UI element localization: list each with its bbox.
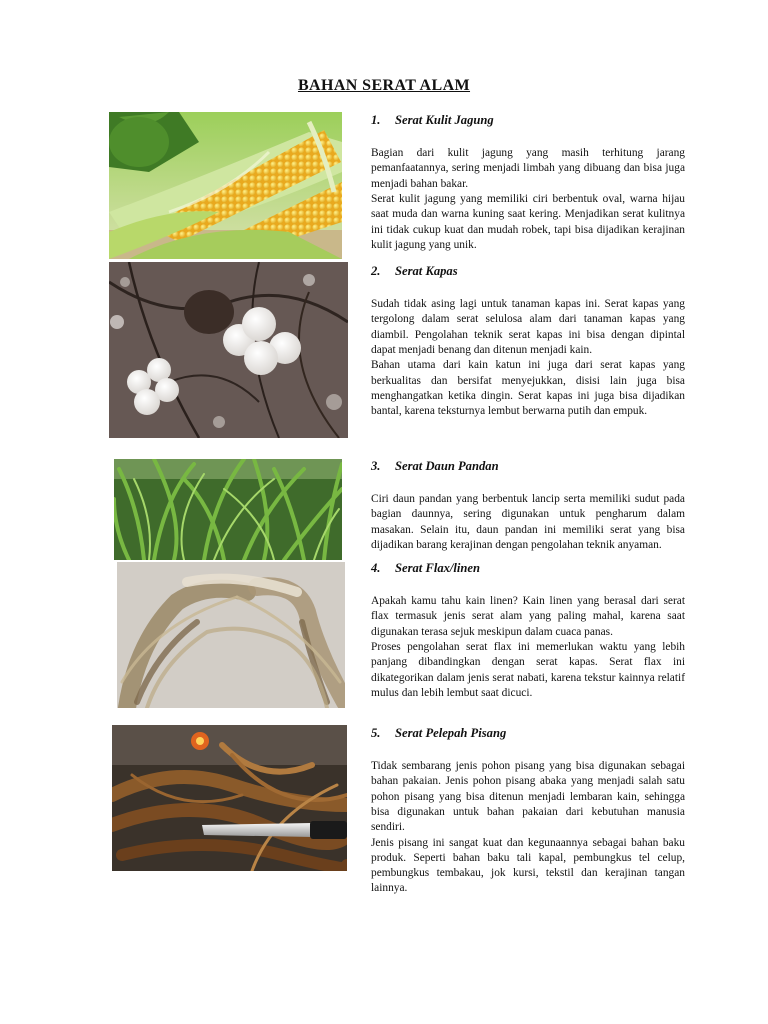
corn-husk-photo xyxy=(109,112,342,259)
section-heading xyxy=(371,561,685,576)
section-paragraph: Apakah kamu tahu kain linen? Kain linen yang berasal dari serat flax termasuk jenis serat alam yang paling mahal, karena saat digunakan terasa sejuk meskipun dalam cuaca panas. xyxy=(371,595,685,638)
banana-stem-fiber-photo xyxy=(112,725,347,871)
flax-fiber-photo xyxy=(117,562,345,708)
section-paragraph: Jenis pisang ini sangat kuat dan kegunaannya sebagai bahan baku produk. Seperti bahan baku tali kapal, pembungkus tel celup, pembungkus tembakau, jok kursi, tekstil dan kerajinan tangan lainnya. xyxy=(371,836,685,895)
section-title: Serat Daun Pandan xyxy=(395,459,499,473)
section-paragraph: Bagian dari kulit jagung yang masih terhitung jarang pemanfaatannya, sering menjadi limbah yang dibuang dan bisa juga menjadi bahan bakar. xyxy=(371,147,685,190)
section-number: 1. xyxy=(371,113,381,127)
section-serat-daun-pandan xyxy=(371,459,685,553)
section-title: Serat Kulit Jagung xyxy=(395,113,494,127)
section-paragraph: Proses pengolahan serat flax ini memerlukan waktu yang lebih panjang dibandingkan dengan serat kapas. Serat flax ini dikategorikan dalam jenis serat nabati, karena tekstur kainnya relatif mulus dan lebih lembut saat dicuci. xyxy=(371,641,685,699)
page-title xyxy=(0,77,768,95)
section-number: 4. xyxy=(371,561,381,575)
section-heading xyxy=(371,113,685,128)
section-title: Serat Kapas xyxy=(395,264,458,278)
section-serat-kapas xyxy=(371,264,685,419)
section-number: 2. xyxy=(371,264,381,278)
section-serat-kulit-jagung xyxy=(371,113,685,253)
cotton-plant-photo xyxy=(109,262,348,438)
page-title-text: BAHAN SERAT ALAM xyxy=(297,77,471,94)
pandan-leaves-photo xyxy=(114,459,342,560)
section-title: Serat Pelepah Pisang xyxy=(395,726,507,740)
section-paragraph: Tidak sembarang jenis pohon pisang yang bisa digunakan sebagai bahan pakaian. Jenis pohon pisang abaka yang menjadi salah satu pohon pisang yang bisa ditenun menjadi lembaran kain, sehingga bisa digunakan untuk bahan pakaian dari kebutuhan manusia sendiri. xyxy=(371,760,685,834)
section-paragraph: Sudah tidak asing lagi untuk tanaman kapas ini. Serat kapas yang tergolong dalam serat selulosa alam dari tanaman kapas yang diambil. Pengolahan teknik serat kapas ini bisa dengan dipintal dapat menjadi benang dan ditenun menjadi kain. xyxy=(371,298,685,356)
section-paragraph: Bahan utama dari kain katun ini juga dari serat kapas yang berkualitas dan bersifat menyejukkan, disisi lain juga bisa menghangatkan ketika dingin. Serat kapas ini juga bisa dijadikan bantal, karena teksturnya lembut berwarna putih dan empuk. xyxy=(371,359,685,418)
section-serat-pelepah-pisang xyxy=(371,726,685,897)
section-number: 5. xyxy=(371,726,381,740)
section-heading xyxy=(371,459,685,474)
section-paragraph: Ciri daun pandan yang berbentuk lancip serta memiliki sudut pada bagian daunnya, sering digunakan untuk pengharum dalam masakan. Selain itu, daun pandan ini memiliki serat yang bisa dijadikan barang kerajinan dengan pengolahan teknik anyaman. xyxy=(371,493,685,551)
section-heading xyxy=(371,264,685,279)
section-paragraph: Serat kulit jagung yang memiliki ciri berbentuk oval, warna hijau saat muda dan warna kuning saat kering. Menjadikan serat kulitnya ini tidak cukup kuat dan mudah robek, tapi bisa dijadikan kerajinan kulit jagung yang unik. xyxy=(371,193,685,251)
section-number: 3. xyxy=(371,459,381,473)
section-title: Serat Flax/linen xyxy=(395,561,481,575)
section-heading xyxy=(371,726,685,741)
section-serat-flax-linen xyxy=(371,561,685,701)
